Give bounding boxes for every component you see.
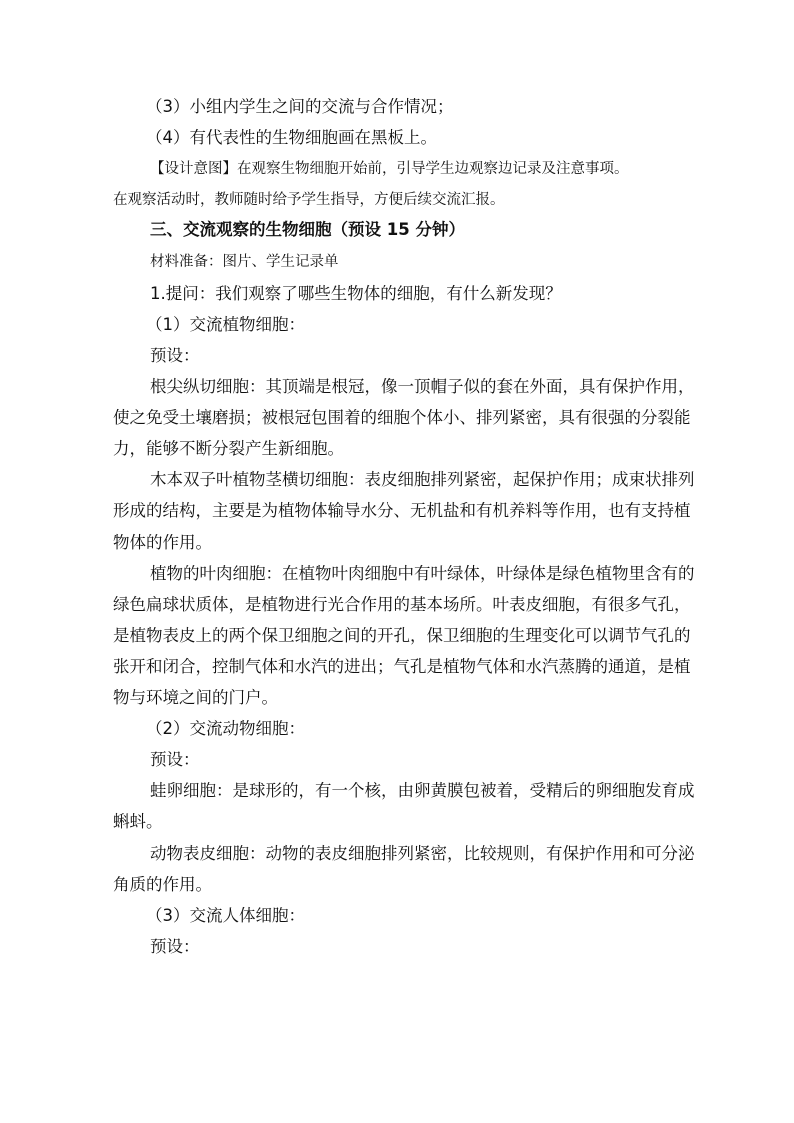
text-line: 物体的作用。 — [113, 533, 212, 552]
text-line: 蛙卵细胞：是球形的，有一个核，由卵黄膜包被着，受精后的卵细胞发育成 — [150, 781, 695, 800]
question-line: 1.提问：我们观察了哪些生物体的细胞，有什么新发现？ — [150, 284, 562, 303]
preset-label: 预设： — [150, 937, 200, 956]
text-line: 根尖纵切细胞：其顶端是根冠，像一顶帽子似的套在外面，具有保护作用， — [150, 377, 695, 396]
subheading: （1）交流植物细胞： — [146, 315, 305, 334]
text-line: 张开和闭合，控制气体和水汽的进出；气孔是植物气体和水汽蒸腾的通道，是植 — [113, 657, 691, 676]
text-line: 角质的作用。 — [113, 875, 212, 894]
design-intent-label: 【设计意图】在观察生物细胞开始前，引导学生边观察边记录及注意事项。 — [150, 161, 629, 177]
text-line: 动物表皮细胞：动物的表皮细胞排列紧密，比较规则，有保护作用和可分泌 — [150, 844, 695, 863]
materials-line: 材料准备：图片、学生记录单 — [150, 254, 339, 270]
text-line: 植物的叶肉细胞：在植物叶肉细胞中有叶绿体，叶绿体是绿色植物里含有的 — [150, 564, 695, 583]
text-line: 在观察活动时，教师随时给予学生指导，方便后续交流汇报。 — [113, 192, 505, 208]
text-line: 力，能够不断分裂产生新细胞。 — [113, 439, 344, 458]
text-line: 使之免受土壤磨损；被根冠包围着的细胞个体小、排列紧密，具有很强的分裂能 — [113, 408, 691, 427]
text-line: 形成的结构，主要是为植物体输导水分、无机盐和有机养料等作用，也有支持植 — [113, 501, 691, 520]
text-line: 物与环境之间的门户。 — [113, 688, 278, 707]
subheading: （3）交流人体细胞： — [146, 906, 305, 925]
section-heading: 三、交流观察的生物细胞（预设 15 分钟） — [150, 220, 465, 239]
text-line: （3）小组内学生之间的交流与合作情况； — [146, 97, 454, 116]
text-line: （4）有代表性的生物细胞画在黑板上。 — [146, 128, 437, 147]
text-line: 木本双子叶植物茎横切细胞：表皮细胞排列紧密，起保护作用；成束状排列 — [150, 470, 695, 489]
text-line: 蝌蚪。 — [113, 812, 163, 831]
preset-label: 预设： — [150, 346, 200, 365]
text-line: 绿色扁球状质体，是植物进行光合作用的基本场所。叶表皮细胞，有很多气孔， — [113, 595, 691, 614]
subheading: （2）交流动物细胞： — [146, 719, 305, 738]
preset-label: 预设： — [150, 750, 200, 769]
text-line: 是植物表皮上的两个保卫细胞之间的开孔，保卫细胞的生理变化可以调节气孔的 — [113, 626, 691, 645]
